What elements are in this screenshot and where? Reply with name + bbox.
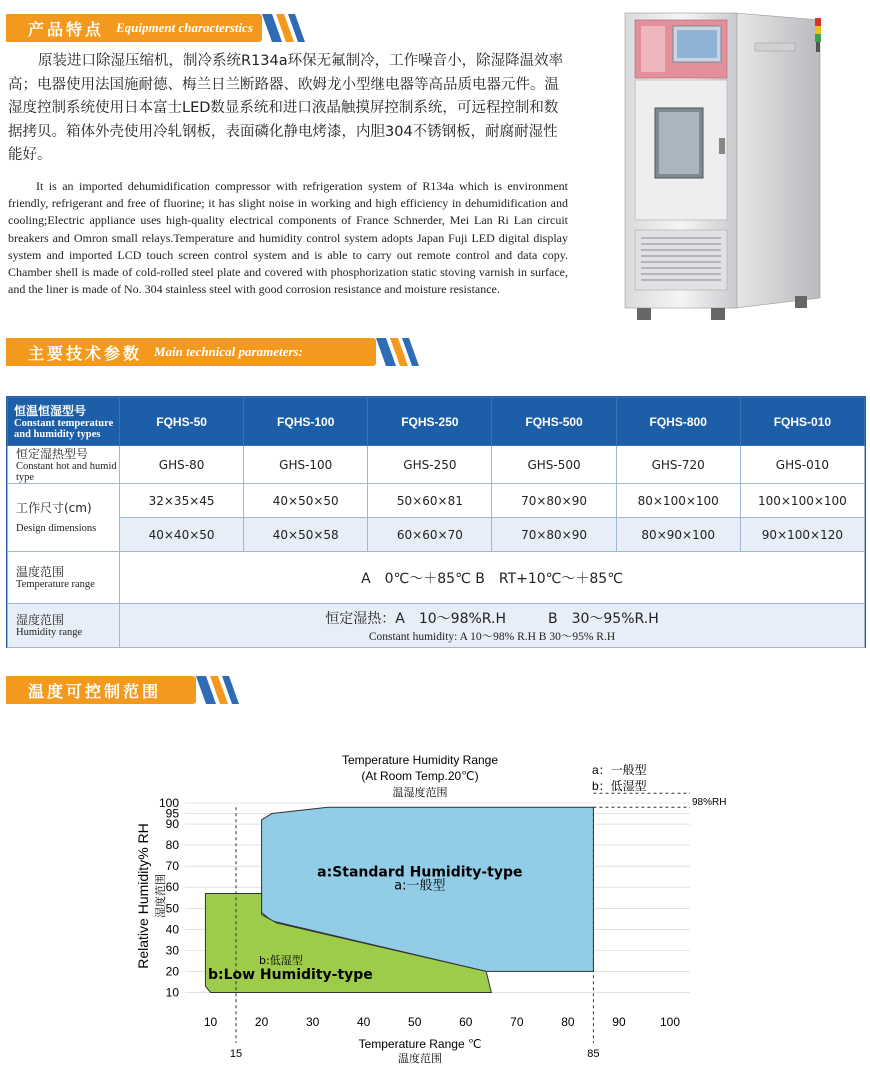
stripes-decoration — [196, 676, 244, 704]
chart-subtitle-cn: 温湿度范围 — [392, 787, 448, 799]
model-cell: FQHS-100 — [244, 398, 368, 446]
dim-cell: 100×100×100 — [740, 484, 864, 518]
model-cell: FQHS-500 — [492, 398, 616, 446]
x-tick-label: 40 — [357, 1015, 371, 1029]
x-tick-label: 30 — [305, 1015, 320, 1029]
row-label-dims: 工作尺寸(cm) Design dimensions — [8, 484, 120, 552]
model-cell: FQHS-50 — [120, 398, 244, 446]
x-tick-label: 20 — [254, 1015, 269, 1029]
y-tick-label: 70 — [165, 859, 179, 874]
intro-text-cn: 原装进口除湿压缩机，制冷系统R134a环保无氟制冷，工作噪音小，除湿降温效率高；电器使用法国施耐德、梅兰日兰断路器、欧姆龙小型继电器等高品质电器元件。温湿度控制系统使用日本富士LED数显系统和进口液晶触摸屏控制系统，可远程控制和数据拷贝。箱体外壳使用冷轧钢板，表面磷化静电烤漆，内胆304不锈钢板，耐腐耐湿性能好。 — [8, 53, 564, 163]
y-tick-label: 100 — [158, 796, 179, 810]
table-row-temp — [8, 552, 865, 604]
y-marker-label: 98%RH — [692, 797, 727, 809]
y-tick-label: 95 — [165, 806, 179, 821]
table-row-dims-1 — [8, 484, 865, 518]
y-tick-label: 30 — [165, 943, 179, 958]
series-b-label-cn: b:低湿型 — [259, 954, 303, 968]
y-tick-label: 10 — [165, 985, 179, 1000]
section-title-en: Main technical parameters: — [154, 344, 303, 359]
dim-cell: 60×60×70 — [368, 518, 492, 552]
humidity-range-value — [120, 604, 865, 648]
hot-model-cell: GHS-720 — [616, 446, 740, 484]
x-tick-label: 10 — [203, 1015, 218, 1029]
x-tick-label: 50 — [408, 1015, 422, 1029]
x-tick-label: 80 — [561, 1015, 575, 1029]
y-tick-label: 60 — [165, 880, 179, 895]
y-tick-label: 50 — [165, 901, 179, 916]
legend-a: a：一般型 — [592, 763, 647, 777]
y-tick-label: 40 — [165, 922, 179, 937]
row-label-models: 恒温恒湿型号 Constant temperature and humidity types — [8, 398, 120, 446]
dim-cell: 50×60×81 — [368, 484, 492, 518]
x-tick-label: 90 — [612, 1015, 626, 1029]
humidity-range-cn: 恒定湿热：A 10～98%R.H B 30～95%R.H — [325, 610, 659, 627]
x-tick-label: 100 — [659, 1015, 681, 1029]
table-row-dims-2 — [8, 518, 865, 552]
dim-cell: 80×90×100 — [616, 518, 740, 552]
x-tick-label: 60 — [459, 1015, 473, 1029]
legend-b: b：低湿型 — [592, 779, 647, 793]
table-row-hot-models — [8, 446, 865, 484]
model-cell: FQHS-800 — [616, 398, 740, 446]
chart-subtitle: (At Room Temp.20℃) — [361, 769, 479, 783]
model-cell: FQHS-010 — [740, 398, 864, 446]
hot-model-cell: GHS-500 — [492, 446, 616, 484]
hot-model-cell: GHS-250 — [368, 446, 492, 484]
hot-model-cell: GHS-010 — [740, 446, 864, 484]
hot-model-cell: GHS-80 — [120, 446, 244, 484]
section-header-params — [6, 338, 376, 366]
x-marker-label: 15 — [229, 1048, 243, 1060]
dim-cell: 70×80×90 — [492, 484, 616, 518]
series-a-label: a:Standard Humidity-type — [317, 864, 523, 881]
row-label-hot-models: 恒定湿热型号 Constant hot and humid type — [8, 446, 120, 484]
chart-title: Temperature Humidity Range — [341, 753, 499, 767]
spec-table — [6, 396, 866, 648]
intro-text-en: It is an imported dehumidification compressor with refrigeration system of R134a which is environment friendly, refrigerant and free of fluorine; it has slight noise in working and high efficiency in dehumidification and cooling;Electric appliance uses high-quality electrical components of France Schnerder, Mei Lan Ri Lan circuit breakers and Omron small relays.Temperature and humidity control system adopts Japan Fuji LED digital display system and imported LCD touch screen control system and is able to carry out remote control and data copy. Chamber shell is made of cold-rolled steel plate and covered with phosphorization static stoving varnish in surface, and the liner is made of No. 304 stainless steel with good corrosion resistance and moisture resistance. — [8, 179, 568, 297]
dim-cell: 70×80×90 — [492, 518, 616, 552]
table-row-models — [8, 398, 865, 446]
row-label-temp: 温度范围 Temperature range — [8, 552, 120, 604]
section-title-cn: 温度可控制范围 — [28, 681, 162, 701]
humidity-range-chart — [110, 748, 750, 1068]
section-header-range — [6, 676, 196, 704]
dim-cell: 40×50×50 — [244, 484, 368, 518]
hot-model-cell: GHS-100 — [244, 446, 368, 484]
stripes-decoration — [376, 338, 424, 366]
y-tick-label: 20 — [165, 964, 179, 979]
x-axis-label-cn: 温度范围 — [398, 1053, 442, 1065]
y-axis-label: Relative Humidity% RH — [135, 823, 151, 969]
y-tick-label: 90 — [165, 817, 179, 832]
y-tick-label: 80 — [165, 838, 179, 853]
section-title-en: Equipment characterstics — [116, 20, 253, 35]
series-b-label: b:Low Humidity-type — [207, 966, 373, 983]
x-marker-label: 85 — [587, 1048, 600, 1060]
chamber-machine-image — [615, 8, 835, 328]
series-a-label-cn: a:一般型 — [394, 878, 446, 894]
section-header-features — [6, 14, 262, 42]
dim-cell: 40×50×58 — [244, 518, 368, 552]
table-row-humidity — [8, 604, 865, 648]
humidity-range-en: Constant humidity: A 10～98% R.H B 30～95% R.H — [368, 630, 616, 643]
temp-range-value: A 0℃～＋85℃ B RT+10℃～＋85℃ — [120, 552, 865, 604]
dim-cell: 32×35×45 — [120, 484, 244, 518]
section-title-cn: 主要技术参数 — [28, 343, 143, 363]
x-tick-label: 70 — [510, 1015, 524, 1029]
model-cell: FQHS-250 — [368, 398, 492, 446]
section-title-cn: 产品特点 — [28, 19, 105, 39]
chart-plot-area — [159, 793, 727, 1060]
x-axis-label: Temperature Range ℃ — [358, 1037, 482, 1051]
dim-cell: 40×40×50 — [120, 518, 244, 552]
dim-cell: 90×100×120 — [740, 518, 864, 552]
row-label-humidity: 湿度范围 Humidity range — [8, 604, 120, 648]
stripes-decoration — [262, 14, 310, 42]
y-axis-label-cn: 湿度范围 — [155, 874, 167, 918]
dim-cell: 80×100×100 — [616, 484, 740, 518]
